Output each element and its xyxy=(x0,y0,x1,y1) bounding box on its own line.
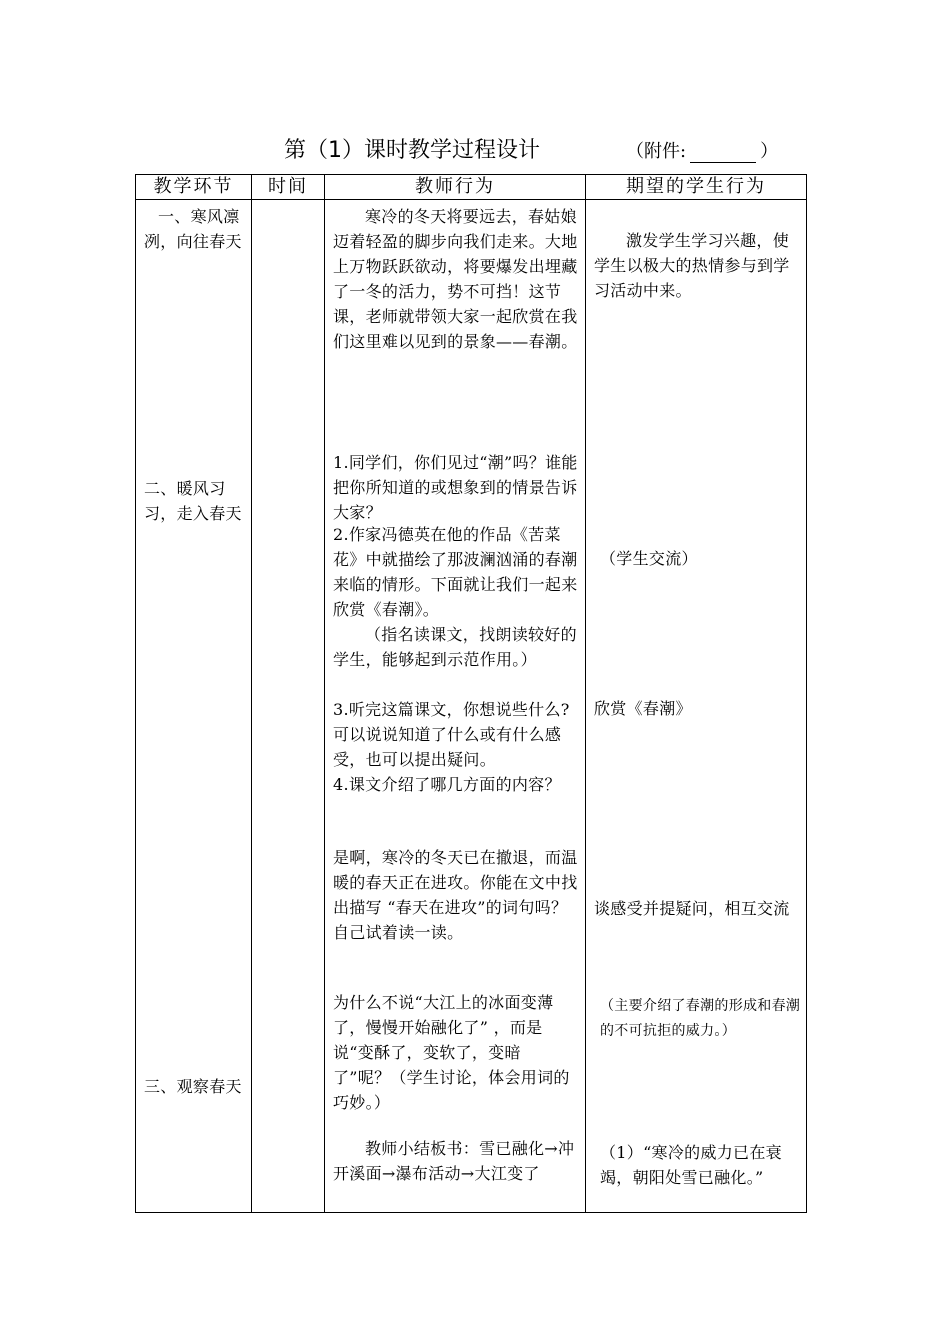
stage-2: 二、暖风习习，走入春天 xyxy=(144,479,242,523)
table-row xyxy=(136,200,807,1213)
student-2: （学生交流） xyxy=(600,549,698,568)
stage-cell xyxy=(136,200,252,1213)
student-3: 欣赏《春潮》 xyxy=(594,699,692,718)
header-student: 期望的学生行为 xyxy=(586,175,807,200)
teacher-q4: 4.课文介绍了哪几方面的内容？ xyxy=(333,775,561,794)
teacher-q1: 1.同学们，你们见过“潮”吗？谁能把你所知道的或想象到的情景告诉大家？ xyxy=(333,453,578,522)
stage-1: 一、寒风凛冽，向往春天 xyxy=(144,207,242,251)
attachment-label xyxy=(626,137,778,163)
header-stage: 教学环节 xyxy=(136,175,252,200)
teacher-cell xyxy=(325,200,586,1213)
teacher-q3: 3.听完这篇课文，你想说些什么?可以说说知道了什么或有什么感受，也可以提出疑问。 xyxy=(333,700,570,769)
student-cell xyxy=(586,200,807,1213)
page-title: 第（1）课时教学过程设计 xyxy=(284,138,540,163)
stage-3: 三、观察春天 xyxy=(144,1077,242,1096)
teacher-intro: 寒冷的冬天将要远去，春姑娘迈着轻盈的脚步向我们走来。大地上万物跃跃欲动，将要爆发出埋藏了一冬的活力，势不可挡！这节课，老师就带领大家一起欣赏在我们这里难以见到的景象——春潮。 xyxy=(333,207,578,351)
table-header-row xyxy=(136,175,807,200)
teacher-word-question: 为什么不说“大江上的冰面变薄了，慢慢开始融化了” ，而是说“变酥了，变软了，变暗了”呢？（学生讨论，体会用词的巧妙。） xyxy=(333,993,570,1112)
student-4: 谈感受并提疑问，相互交流 xyxy=(594,899,790,918)
teacher-spring-attack: 是啊，寒冷的冬天已在撤退，而温暖的春天正在进攻。你能在文中找出描写 “春天在进攻”的词句吗？自己试着读一读。 xyxy=(333,848,578,942)
student-1: 激发学生学习兴趣，使学生以极大的热情参与到学习活动中来。 xyxy=(594,231,790,300)
teacher-summary: 教师小结板书：雪已融化→冲开溪面→瀑布活动→大江变了 xyxy=(333,1139,575,1183)
time-cell xyxy=(252,200,325,1213)
attachment-prefix: （附件: xyxy=(626,141,687,162)
header-teacher: 教师行为 xyxy=(325,175,586,200)
attachment-blank xyxy=(690,144,756,163)
teacher-reading-note: （指名读课文，找朗读较好的学生，能够起到示范作用。） xyxy=(333,625,577,669)
header-time: 时间 xyxy=(252,175,325,200)
attachment-suffix: ） xyxy=(760,141,779,162)
student-6: （1）“寒冷的威力已在衰竭，朝阳处雪已融化。” xyxy=(600,1143,782,1187)
lesson-table xyxy=(135,174,807,1213)
student-5: （主要介绍了春潮的形成和春潮的不可抗拒的威力。） xyxy=(600,998,801,1039)
teacher-q2: 2.作家冯德英在他的作品《苦菜花》中就描绘了那波澜汹涌的春潮来临的情形。下面就让我们一起来欣赏《春潮》。 xyxy=(333,525,578,619)
